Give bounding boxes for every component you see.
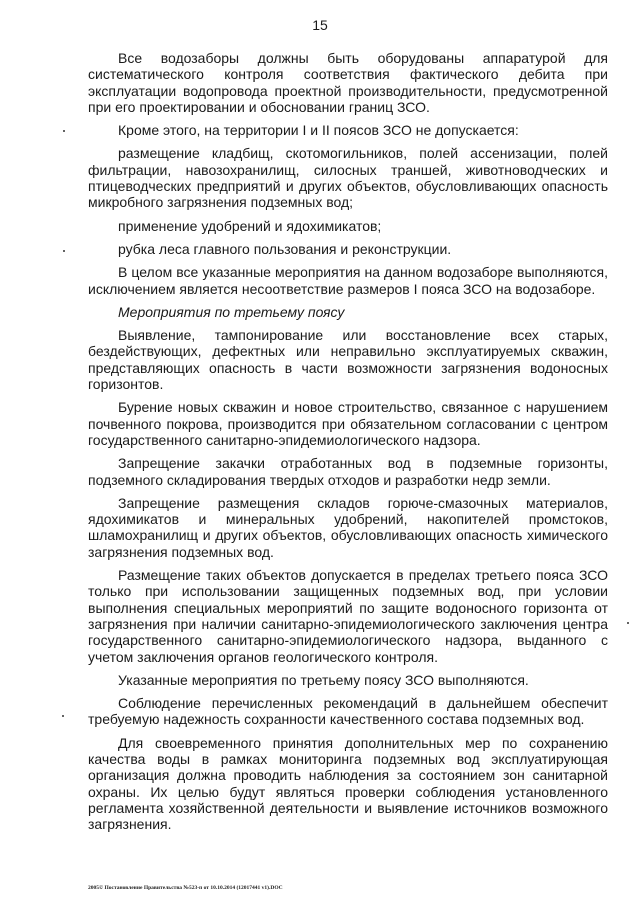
paragraph-prohibited-intro: Кроме этого, на территории I и II поясов ЗСО не допускается: bbox=[118, 122, 519, 139]
paragraph-new-drilling: Бурение новых скважин и новое строительство, связанное с нарушением почвенного покрова, производится при обязательном согласовании с центром государственного санитарно-эпидемиологического надзора. bbox=[88, 399, 608, 448]
scan-speck bbox=[627, 622, 629, 624]
paragraph-storage-ban: Запрещение размещения складов горюче-смазочных материалов, ядохимикатов и минеральных удобрений, накопителей промстоков, шламохранилищ и других объектов, обусловливающих опасность химического загрязнения подземных вод. bbox=[88, 494, 608, 560]
scan-speck bbox=[62, 715, 64, 717]
paragraph-prohibited-logging: рубка леса главного пользования и реконструкции. bbox=[118, 240, 452, 257]
page-number: 15 bbox=[312, 17, 328, 33]
paragraph-overall-compliance: В целом все указанные мероприятия на данном водозаборе выполняются, исключением является несоответствие размеров I пояса ЗСО на водозаборе. bbox=[88, 264, 608, 297]
scan-speck bbox=[63, 250, 65, 252]
paragraph-equipment-requirement: Все водозаборы должны быть оборудованы аппаратурой для систематического контроля соответствия фактического дебита при эксплуатации водопровода проектной производительности, предусмотренной при его проектировании и обосновании границ ЗСО. bbox=[88, 50, 608, 115]
paragraph-prohibited-fertilizers: применение удобрений и ядохимикатов; bbox=[118, 217, 382, 234]
scan-speck bbox=[63, 130, 65, 132]
document-body bbox=[88, 50, 608, 839]
footer-file-reference: 2005© Постановление Правительства №523-п от 10.10.2014 (12017441 v1).DOC bbox=[88, 885, 283, 891]
paragraph-prohibited-placement: размещение кладбищ, скотомогильников, полей ассенизации, полей фильтрации, навозохранилищ, силосных траншей, животноводческих и птицеводческих предприятий и других объектов, обусловливающих опасность микробного загрязнения подземных вод; bbox=[88, 145, 608, 211]
paragraph-waste-injection-ban: Запрещение закачки отработанных вод в подземные горизонты, подземного складирования твердых отходов и разработки недр земли. bbox=[88, 455, 608, 488]
section-heading-third-belt: Мероприятия по третьему поясу bbox=[118, 303, 345, 320]
paragraph-recommendations: Соблюдение перечисленных рекомендаций в дальнейшем обеспечит требуемую надежность сохранности качественного состава подземных вод. bbox=[88, 695, 608, 728]
paragraph-third-belt-compliance: Указанные мероприятия по третьему поясу ЗСО выполняются. bbox=[118, 671, 529, 688]
paragraph-old-wells: Выявление, тампонирование или восстановление всех старых, бездействующих, дефектных или неправильно эксплуатируемых скважин, представляющих опасность в части возможности загрязнения водоносных горизонтов. bbox=[88, 327, 608, 393]
paragraph-placement-conditions: Размещение таких объектов допускается в пределах третьего пояса ЗСО только при использовании защищенных подземных вод, при условии выполнения специальных мероприятий по защите водоносного горизонта от загрязнения при наличии санитарно-эпидемиологического заключения центра государственного санитарно-эпидемиологического надзора, выданного с учетом заключения органов геологического контроля. bbox=[88, 567, 608, 665]
paragraph-monitoring: Для своевременного принятия дополнительных мер по сохранению качества воды в рамках мониторинга подземных вод эксплуатирующая организация должна проводить наблюдения за состоянием зон санитарной охраны. Их целью будут являться проверки соблюдения установленного регламента хозяйственной деятельности и выявление источников возможного загрязнения. bbox=[88, 734, 608, 833]
